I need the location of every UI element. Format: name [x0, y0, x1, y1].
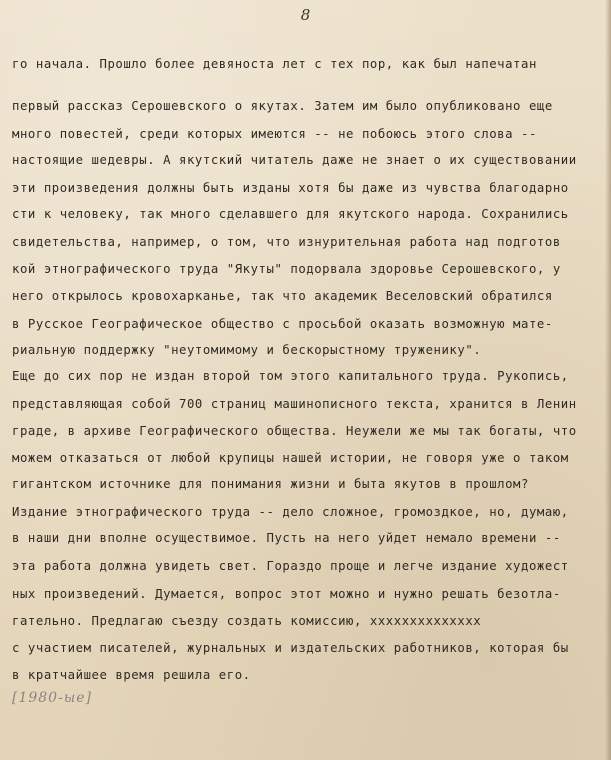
text-line: можем отказаться от любой крупицы нашей истории, не говоря уже о таком [12, 451, 569, 465]
text-line: с участием писателей, журнальных и издательских работников, которая бы [12, 641, 569, 655]
text-line: много повестей, среди которых имеются -- не побоюсь этого слова -- [12, 127, 537, 141]
text-line: Еще до сих пор не издан второй том этого капитального труда. Рукопись, [12, 369, 569, 383]
text-line: гательно. Предлагаю съезду создать комиссию, xxxxxxxxxxxxxx [12, 614, 482, 628]
page-edge-shadow [605, 0, 611, 760]
text-line: сти к человеку, так много сделавшего для якутского народа. Сохранились [12, 207, 569, 221]
text-line: кой этнографического труда "Якуты" подорвала здоровье Серошевского, у [12, 262, 561, 276]
text-line: гигантском источнике для понимания жизни и быта якутов в прошлом? [12, 477, 529, 491]
text-line: настоящие шедевры. А якутский читатель даже не знает о их существовании [12, 153, 577, 167]
text-line: риальную поддержку "неутомимому и бескорыстному труженику". [12, 343, 482, 357]
text-line: в наши дни вполне осуществимое. Пусть на него уйдет немало времени -- [12, 531, 561, 545]
text-line: граде, в архиве Географического общества. Неужели же мы так богаты, что [12, 424, 577, 438]
text-line: первый рассказ Серошевского о якутах. Затем им было опубликовано еще [12, 99, 553, 113]
text-line: Издание этнографического труда -- дело сложное, громоздкое, но, думаю, [12, 505, 569, 519]
text-line: представляющая собой 700 страниц машинописного текста, хранится в Ленин [12, 397, 577, 411]
archive-mark: [1980-ые] [12, 690, 92, 706]
text-line: свидетельства, например, о том, что изнурительная работа над подготов [12, 235, 561, 249]
text-line: эта работа должна увидеть свет. Гораздо проще и легче издание художест [12, 559, 569, 573]
text-line: него открылось кровохарканье, так что академик Веселовский обратился [12, 289, 553, 303]
text-line: в кратчайшее время решила его. [12, 668, 251, 682]
text-line: в Русское Географическое общество с просьбой оказать возможную мате- [12, 317, 553, 331]
text-line: ных произведений. Думается, вопрос этот можно и нужно решать безотла- [12, 587, 561, 601]
text-line: го начала. Прошло более девяноста лет с тех пор, как был напечатан [12, 57, 537, 71]
text-line: эти произведения должны быть изданы хотя бы даже из чувства благодарно [12, 181, 569, 195]
page-number: 8 [300, 6, 311, 24]
